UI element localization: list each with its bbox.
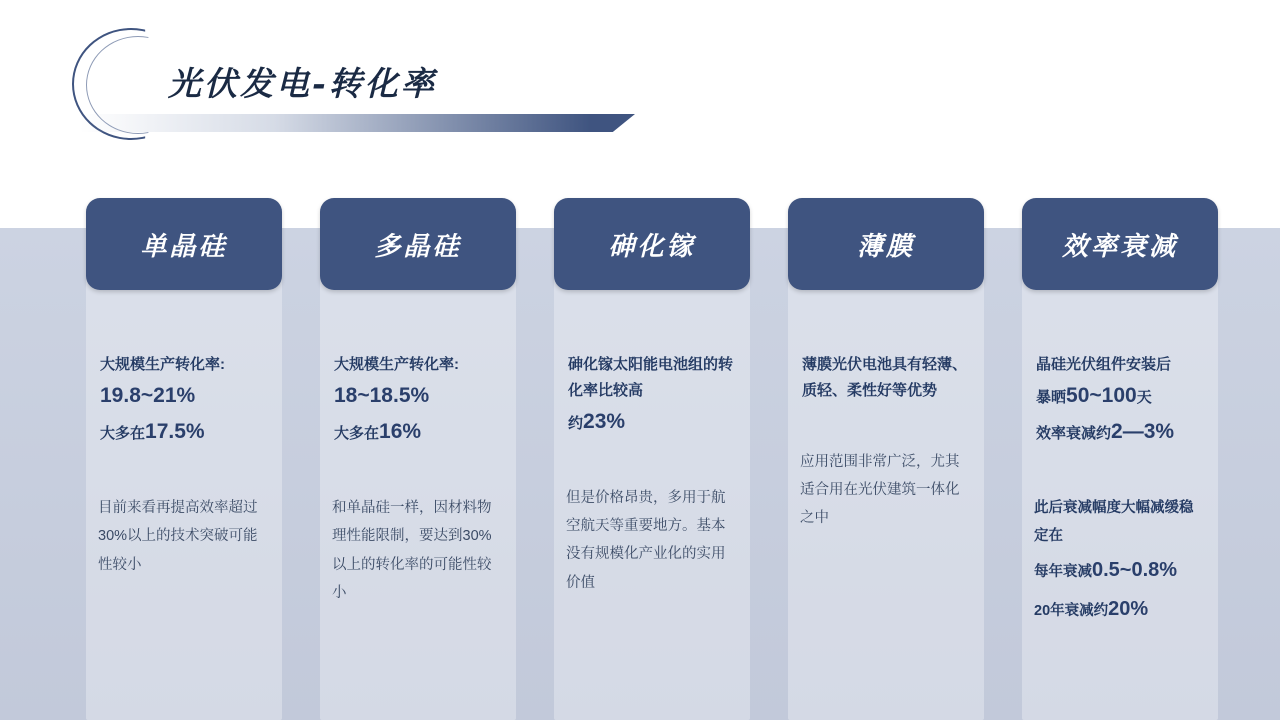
degradation-line3 [1036,414,1204,450]
degradation-note-line1: 此后衰减幅度大幅减缓稳定在 [1034,500,1194,545]
degradation-note-line2 [1034,551,1206,590]
efficiency-typical-value: 23% [583,409,626,433]
efficiency-typical [100,414,268,450]
column-polycrystalline [320,198,516,720]
column-bottom-text-monocrystalline: 目前来看再提高效率超过30%以上的技术突破可能性较小 [98,500,258,573]
column-header-label: 砷化镓 [608,231,696,262]
feature-label: 薄膜光伏电池具有轻薄、质轻、柔性好等优势 [802,356,968,399]
degradation-line2-prefix: 暴晒 [1036,388,1067,406]
column-efficiency-degradation [1022,198,1218,720]
column-monocrystalline [86,198,282,720]
degradation-line3-value: 2—3% [1111,419,1175,443]
efficiency-typical-value: 17.5% [145,419,205,443]
efficiency-label: 大规模生产转化率: [100,356,225,373]
column-thin-film [788,198,984,720]
column-top-text-thin-film [802,352,970,404]
column-header-thin-film[interactable] [788,198,984,290]
column-header-label: 单晶硅 [140,231,228,262]
degradation-line1: 晶硅光伏组件安装后 [1036,356,1172,373]
efficiency-value: 19.8~21% [100,383,196,407]
column-header-label: 多晶硅 [374,231,462,262]
column-top-text-gallium-arsenide [568,352,736,440]
column-top-text-polycrystalline [334,352,502,450]
column-top-text-efficiency-degradation [1036,352,1204,450]
column-top-text-monocrystalline [100,352,268,450]
efficiency-label: 砷化镓太阳能电池组的转化率比较高 [568,356,734,399]
column-gallium-arsenide [554,198,750,720]
column-header-polycrystalline[interactable] [320,198,516,290]
column-header-monocrystalline[interactable] [86,198,282,290]
efficiency-typical-prefix: 约 [568,414,584,432]
column-header-label: 效率衰减 [1061,231,1178,262]
efficiency-value: 18~18.5% [334,383,430,407]
degradation-line2-suffix: 天 [1136,388,1152,406]
efficiency-typical-prefix: 大多在 [100,424,146,442]
column-header-label: 薄膜 [856,231,915,262]
efficiency-typical [568,404,736,440]
degradation-note-line3 [1034,590,1206,629]
column-bottom-text-efficiency-degradation [1034,494,1206,629]
column-header-gallium-arsenide[interactable] [554,198,750,290]
column-bottom-text-thin-film: 应用范围非常广泛，尤其适合用在光伏建筑一体化之中 [800,453,960,527]
degradation-line2-value: 50~100 [1066,383,1137,407]
column-bottom-text-polycrystalline: 和单晶硅一样，因材料物理性能限制，要达到30%以上的转化率的可能性较小 [332,500,492,601]
efficiency-typical-value: 16% [379,419,422,443]
degradation-line3-prefix: 效率衰减约 [1036,424,1112,442]
degradation-note-line3-prefix: 20年衰减约 [1034,602,1109,619]
degradation-note-line3-value: 20% [1108,597,1149,620]
page-title: 光伏发电-转化率 [168,64,437,103]
column-header-efficiency-degradation[interactable] [1022,198,1218,290]
efficiency-typical [334,414,502,450]
degradation-note-line2-value: 0.5~0.8% [1092,558,1178,581]
degradation-note-line2-prefix: 每年衰减 [1034,563,1092,580]
title-underline-bar [80,114,635,132]
efficiency-typical-prefix: 大多在 [334,424,380,442]
title-area [60,22,700,152]
degradation-line2 [1036,378,1204,414]
columns-container [86,198,1198,720]
column-bottom-text-gallium-arsenide: 但是价格昂贵，多用于航空航天等重要地方。基本没有规模化产业化的实用价值 [566,489,726,591]
efficiency-label: 大规模生产转化率: [334,356,459,373]
